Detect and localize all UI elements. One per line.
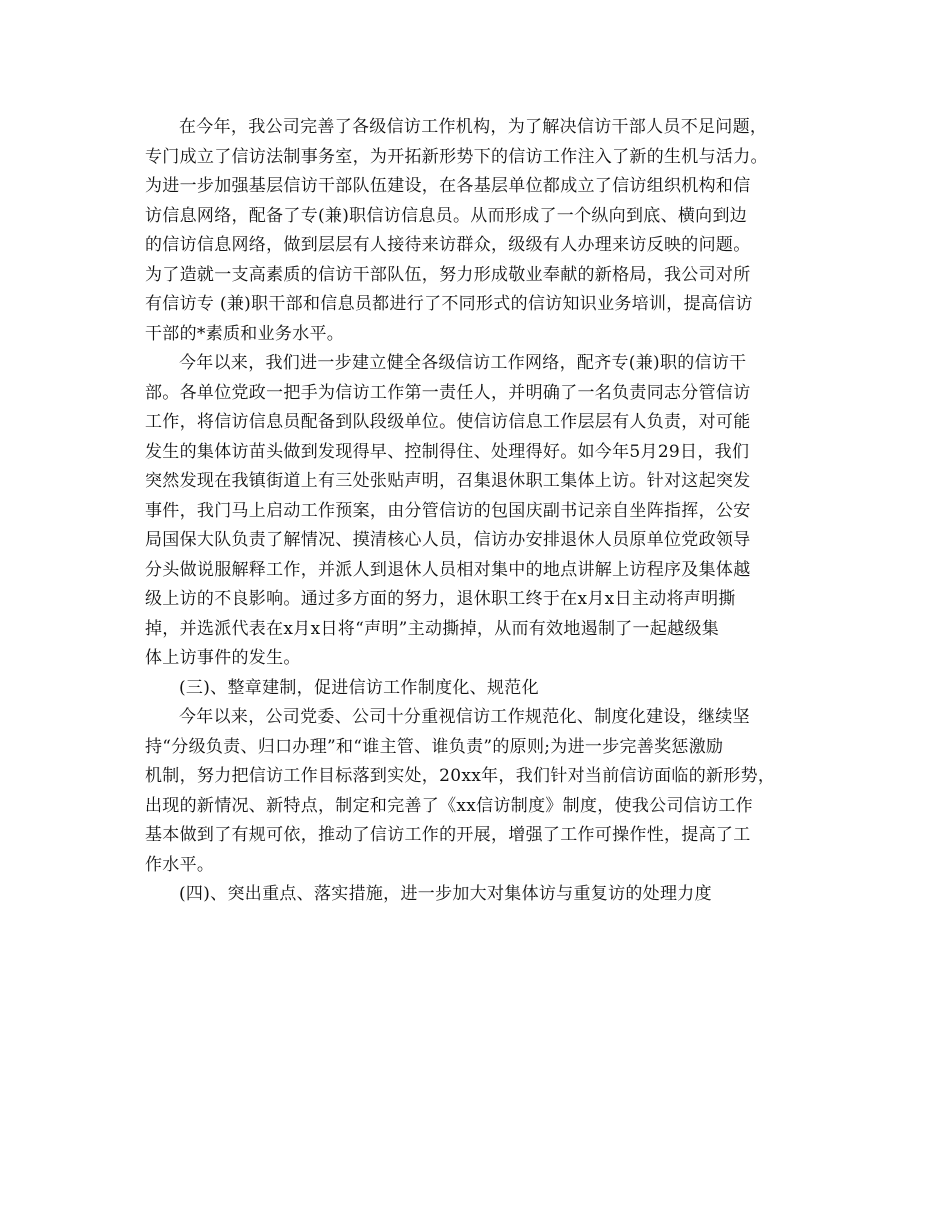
text-line: 基本做到了有规可依，推动了信访工作的开展，增强了工作可操作性，提高了工: [145, 825, 751, 845]
text-line: 作水平。: [145, 854, 215, 875]
text-line: 为了造就一支高素质的信访干部队伍，努力形成敬业奉献的新格局，我公司对所: [145, 264, 751, 285]
text-line: 掉，并选派代表在x月x日将“声明”主动撕掉，从而有效地遏制了一起越级集: [145, 618, 720, 639]
text-line: 干部的*素质和业务水平。: [145, 323, 345, 344]
text-line: 机制，努力把信访工作目标落到实处，20xx年，我们针对当前信访面临的新形势，: [145, 766, 776, 786]
text-line: 部。各单位党政一把手为信访工作第一责任人，并明确了一名负责同志分管信访: [145, 382, 751, 403]
text-line: (三)、整章建制，促进信访工作制度化、规范化: [179, 677, 539, 698]
text-line: 分头做说服解释工作，并派人到退休人员相对集中的地点讲解上访程序及集体越: [145, 559, 751, 580]
text-line: 在今年，我公司完善了各级信访工作机构，为了解决信访干部人员不足问题，: [179, 117, 768, 137]
text-line: 今年以来，我们进一步建立健全各级信访工作网络，配齐专(兼)职的信访干: [179, 353, 747, 373]
text-line: 持“分级负责、归口办理”和“谁主管、谁负责”的原则;为进一步完善奖惩激励: [145, 736, 724, 757]
text-line: 今年以来，公司党委、公司十分重视信访工作规范化、制度化建设，继续坚: [179, 707, 750, 727]
text-line: 事件，我门马上启动工作预案，由分管信访的包国庆副书记亲自坐阵指挥，公安: [145, 500, 751, 521]
text-line: 专门成立了信访法制事务室，为开拓新形势下的信访工作注入了新的生机与活力。: [145, 146, 768, 167]
text-line: 的信访信息网络，做到层层有人接待来访群众，级级有人办理来访反映的问题。: [145, 235, 751, 255]
text-line: 体上访事件的发生。: [145, 648, 301, 668]
text-line: 发生的集体访苗头做到发现得早、控制得住、处理得好。如今年5月29日，我们: [145, 441, 750, 462]
text-line: 为进一步加强基层信访干部队伍建设，在各基层单位都成立了信访组织机构和信: [145, 176, 751, 196]
text-line: 工作，将信访信息员配备到队段级单位。使信访信息工作层层有人负责，对可能: [145, 412, 751, 432]
text-line: (四)、突出重点、落实措施，进一步加大对集体访与重复访的处理力度: [179, 884, 712, 904]
text-line: 局国保大队负责了解情况、摸清核心人员，信访办安排退休人员原单位党政领导: [145, 530, 751, 550]
text-line: 访信息网络，配备了专(兼)职信访信息员。从而形成了一个纵向到底、横向到边: [145, 205, 748, 226]
text-line: 有信访专 (兼)职干部和信息员都进行了不同形式的信访知识业务培训，提高信访: [145, 294, 753, 314]
text-line: 出现的新情况、新特点，制定和完善了《xx信访制度》制度，使我公司信访工作: [145, 795, 753, 816]
text-line: 突然发现在我镇街道上有三处张贴声明，召集退休职工集体上访。针对这起突发: [145, 471, 751, 491]
text-line: 级上访的不良影响。通过多方面的努力，退休职工终于在x月x日主动将声明撕: [145, 589, 736, 609]
document-body: [145, 113, 811, 910]
